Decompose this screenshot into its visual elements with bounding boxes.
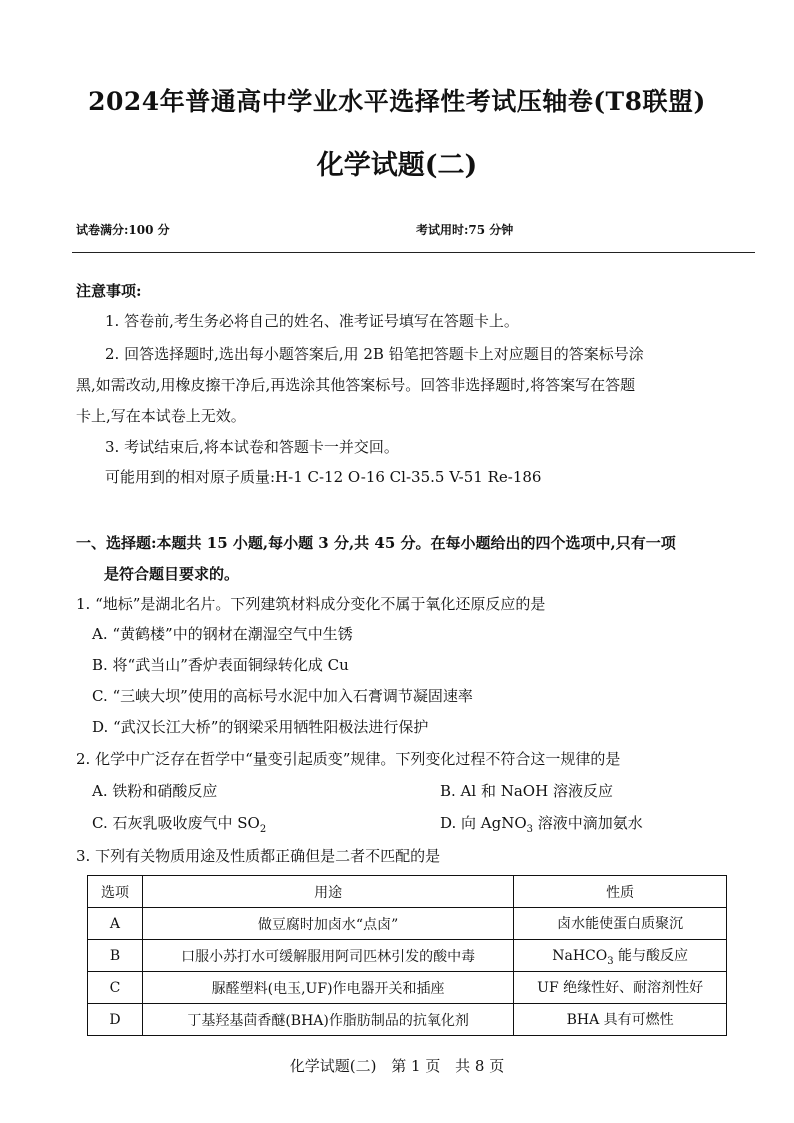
table-row (88, 1004, 727, 1036)
section-1-line-2: 是符合题目要求的。 (104, 565, 240, 583)
notice-heading: 注意事项: (76, 282, 142, 300)
question-2-stem: 2. 化学中广泛存在哲学中“量变引起质变”规律。下列变化过程不符合这一规律的是 (76, 750, 621, 768)
footer-total-pages: 共 8 页 (455, 1057, 505, 1075)
table-cell-property: UF 绝缘性好、耐溶剂性好 (514, 972, 727, 1004)
question-2-option-d: D. 向 AgNO$_3$ 溶液中滴加氨水 (440, 814, 643, 835)
question-1-option-c: C. “三峡大坝”使用的高标号水泥中加入石膏调节凝固速率 (92, 687, 473, 705)
footer-exam-name: 化学试题(二) (289, 1057, 377, 1075)
table-cell-use: 做豆腐时加卤水“点卤” (142, 908, 513, 940)
page-footer (0, 1055, 794, 1076)
footer-page-number: 第 1 页 (391, 1057, 441, 1075)
table-header-row (88, 876, 727, 908)
question-2-option-b: B. Al 和 NaOH 溶液反应 (440, 782, 613, 800)
exam-subtitle: 化学试题(二) (316, 150, 478, 181)
table-header-property: 性质 (514, 876, 727, 908)
question-3-table (87, 875, 727, 1036)
table-cell-option: A (88, 908, 143, 940)
table-header-use: 用途 (142, 876, 513, 908)
question-2-option-a: A. 铁粉和硝酸反应 (92, 782, 218, 800)
full-score: 试卷满分:100 分 (76, 223, 170, 237)
table-cell-property: NaHCO$_3$ 能与酸反应 (514, 940, 727, 972)
question-1-option-d: D. “武汉长江大桥”的钢梁采用牺牲阳极法进行保护 (92, 718, 429, 736)
table-cell-property: 卤水能使蛋白质聚沉 (514, 908, 727, 940)
notice-item-2-line-1: 2. 回答选择题时,选出每小题答案后,用 2B 铅笔把答题卡上对应题目的答案标号涂 (105, 345, 644, 363)
notice-item-3: 3. 考试结束后,将本试卷和答题卡一并交回。 (105, 438, 399, 456)
table-cell-property: BHA 具有可燃性 (514, 1004, 727, 1036)
notice-item-2-line-3: 卡上,写在本试卷上无效。 (76, 407, 246, 425)
table-row (88, 972, 727, 1004)
table-cell-option: B (88, 940, 143, 972)
exam-time: 考试用时:75 分钟 (416, 223, 514, 237)
table-cell-use: 口服小苏打水可缓解服用阿司匹林引发的酸中毒 (142, 940, 513, 972)
table-cell-option: D (88, 1004, 143, 1036)
table-row (88, 940, 727, 972)
table-cell-use: 丁基羟基茴香醚(BHA)作脂肪制品的抗氧化剂 (142, 1004, 513, 1036)
exam-title: 2024年普通高中学业水平选择性考试压轴卷(T8联盟) (88, 87, 706, 116)
question-3-stem: 3. 下列有关物质用途及性质都正确但是二者不匹配的是 (76, 847, 441, 865)
question-1-option-b: B. 将“武当山”香炉表面铜绿转化成 Cu (92, 656, 349, 674)
question-1-option-a: A. “黄鹤楼”中的钢材在潮湿空气中生锈 (92, 625, 353, 643)
table-cell-option: C (88, 972, 143, 1004)
section-1-line-1: 一、选择题:本题共 15 小题,每小题 3 分,共 45 分。在每小题给出的四个选项中,只有一项 (76, 534, 676, 552)
table-cell-use: 脲醛塑料(电玉,UF)作电器开关和插座 (142, 972, 513, 1004)
atomic-masses: 可能用到的相对原子质量:H-1 C-12 O-16 Cl-35.5 V-51 Re-186 (105, 468, 542, 486)
question-1-stem: 1. “地标”是湖北名片。下列建筑材料成分变化不属于氧化还原反应的是 (76, 595, 546, 613)
notice-item-1: 1. 答卷前,考生务必将自己的姓名、准考证号填写在答题卡上。 (105, 312, 519, 330)
question-2-option-c: C. 石灰乳吸收废气中 $SO_2$ (92, 814, 267, 835)
header-divider (72, 252, 755, 253)
table-row (88, 908, 727, 940)
notice-item-2-line-2: 黑,如需改动,用橡皮擦干净后,再选涂其他答案标号。回答非选择题时,将答案写在答题 (76, 376, 636, 394)
table-header-option: 选项 (88, 876, 143, 908)
